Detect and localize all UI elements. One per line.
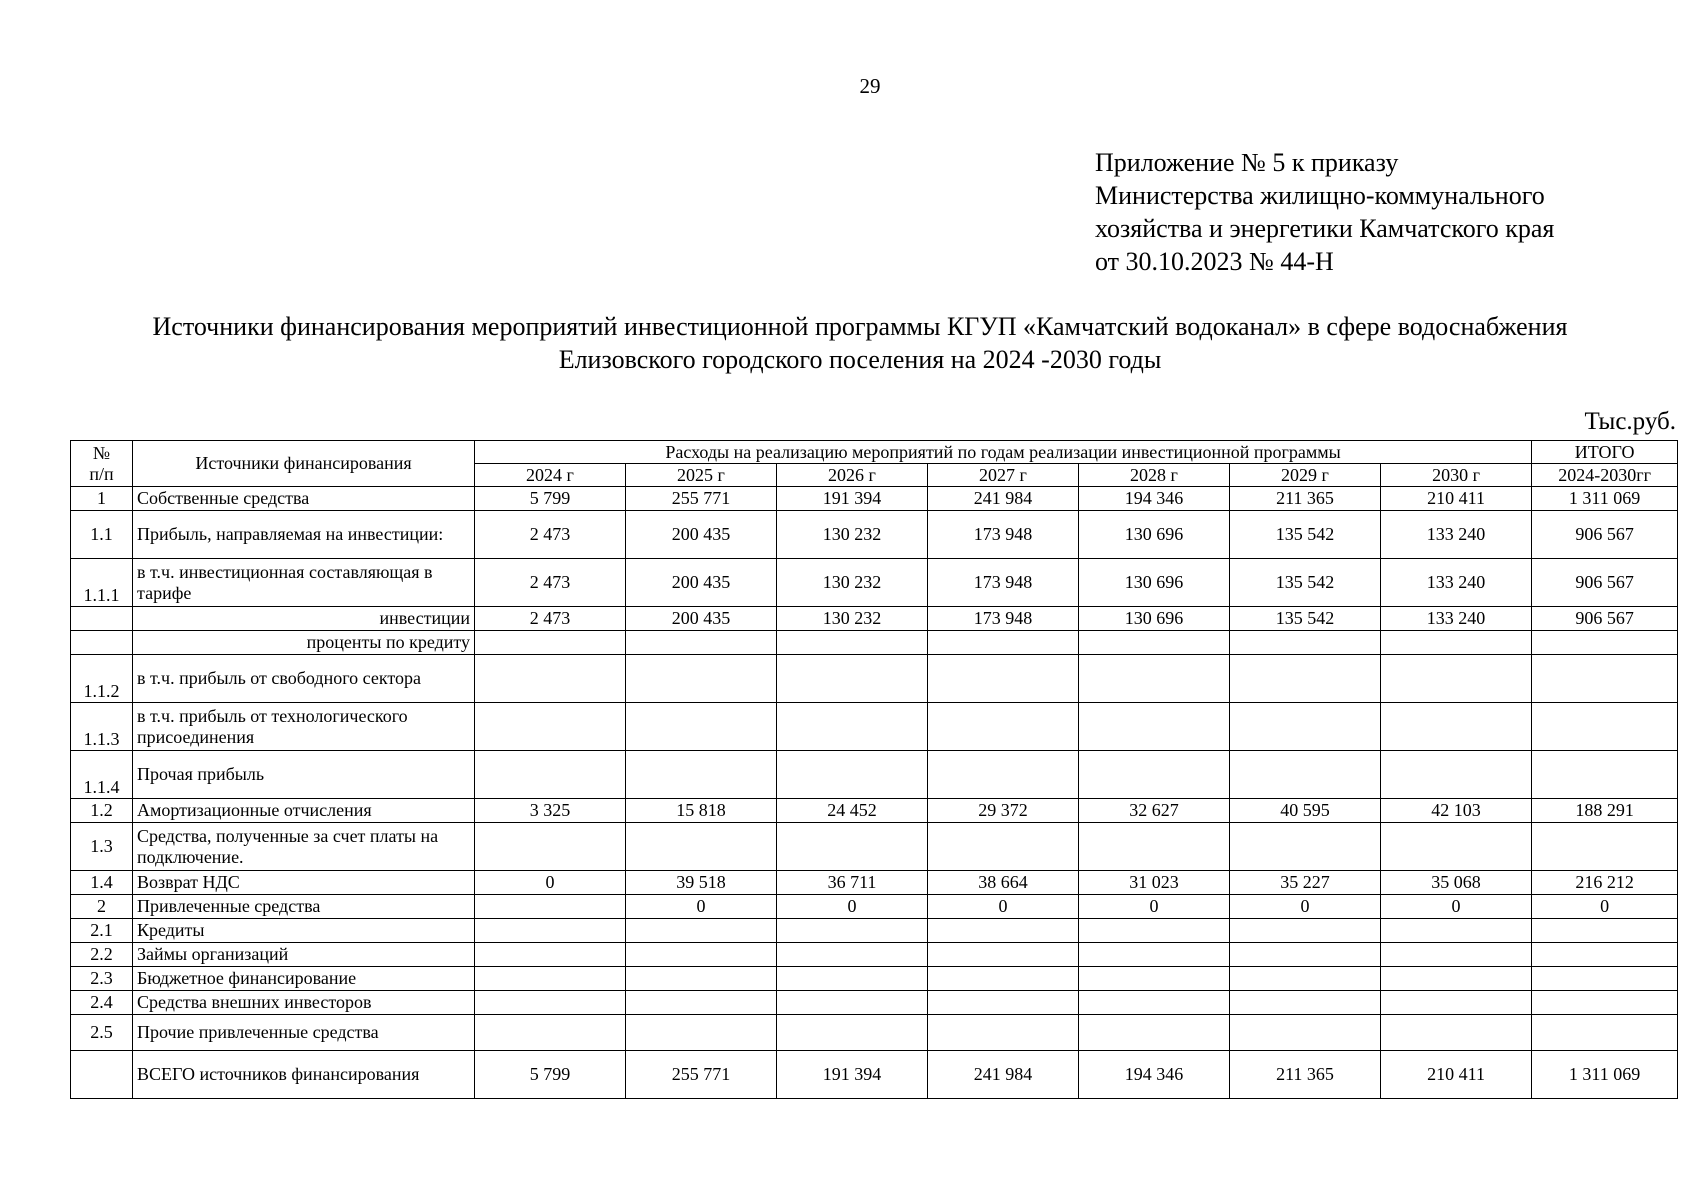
row-value: 0: [928, 895, 1079, 919]
header-num-line: №: [92, 442, 111, 463]
row-source: в т.ч. инвестиционная составляющая в тарифе: [133, 559, 475, 607]
row-value: 210 411: [1381, 1051, 1532, 1099]
table-row: [71, 991, 1678, 1015]
row-value: [1230, 823, 1381, 871]
row-num: 2.5: [71, 1015, 133, 1051]
row-value: [1079, 919, 1230, 943]
row-value: 255 771: [626, 1051, 777, 1099]
row-value: [928, 823, 1079, 871]
row-value: 133 240: [1381, 607, 1532, 631]
row-value: [1230, 919, 1381, 943]
row-value: [1079, 655, 1230, 703]
row-source: Собственные средства: [133, 487, 475, 511]
row-value: [777, 943, 928, 967]
header-num-line: п/п: [89, 463, 114, 484]
table-row: [71, 631, 1678, 655]
row-value: [928, 943, 1079, 967]
row-value: [475, 1015, 626, 1051]
row-source: проценты по кредиту: [133, 631, 475, 655]
table-row: [71, 607, 1678, 631]
row-source: Средства, полученные за счет платы на подключение.: [133, 823, 475, 871]
units-label: Тыс.руб.: [1584, 408, 1676, 435]
row-total: [1532, 823, 1678, 871]
title-line: Елизовского городского поселения на 2024 -2030 годы: [558, 345, 1162, 374]
table-row: [71, 655, 1678, 703]
header-year: 2028 г: [1079, 464, 1230, 487]
row-value: 200 435: [626, 607, 777, 631]
row-value: 29 372: [928, 799, 1079, 823]
title-line: Источники финансирования мероприятий инвестиционной программы КГУП «Камчатский водоканал» в сфере водоснабжения: [152, 312, 1568, 341]
row-value: [1079, 751, 1230, 799]
row-value: 173 948: [928, 511, 1079, 559]
table-row: [71, 871, 1678, 895]
row-total: [1532, 751, 1678, 799]
header-year: 2026 г: [777, 464, 928, 487]
table-row: [71, 823, 1678, 871]
row-num: 1.1.4: [71, 751, 133, 799]
row-value: [1381, 919, 1532, 943]
row-value: [1230, 751, 1381, 799]
row-value: [475, 703, 626, 751]
row-value: [1381, 751, 1532, 799]
row-total: [1532, 631, 1678, 655]
row-num: 2.1: [71, 919, 133, 943]
row-value: 15 818: [626, 799, 777, 823]
row-value: 191 394: [777, 1051, 928, 1099]
row-value: [626, 655, 777, 703]
table-row-total: [71, 1051, 1678, 1099]
row-source: Кредиты: [133, 919, 475, 943]
row-value: [777, 703, 928, 751]
row-value: 0: [1230, 895, 1381, 919]
table-row: [71, 511, 1678, 559]
row-value: 0: [475, 871, 626, 895]
row-value: [475, 991, 626, 1015]
row-value: [626, 823, 777, 871]
row-value: [1230, 1015, 1381, 1051]
table-row: [71, 967, 1678, 991]
row-total: 0: [1532, 895, 1678, 919]
row-value: 211 365: [1230, 1051, 1381, 1099]
row-value: 194 346: [1079, 487, 1230, 511]
row-value: [626, 943, 777, 967]
row-value: [777, 919, 928, 943]
row-source: Амортизационные отчисления: [133, 799, 475, 823]
header-year: 2027 г: [928, 464, 1079, 487]
appendix-header: [1095, 146, 1554, 278]
row-total: 1 311 069: [1532, 487, 1678, 511]
row-total: 906 567: [1532, 559, 1678, 607]
row-value: [1079, 703, 1230, 751]
row-num: 1: [71, 487, 133, 511]
table-row: [71, 919, 1678, 943]
row-value: [475, 751, 626, 799]
row-value: 241 984: [928, 1051, 1079, 1099]
row-value: 2 473: [475, 511, 626, 559]
row-value: [1230, 631, 1381, 655]
row-value: 133 240: [1381, 511, 1532, 559]
row-value: 135 542: [1230, 511, 1381, 559]
row-value: 135 542: [1230, 607, 1381, 631]
row-value: [928, 991, 1079, 1015]
row-value: 0: [1381, 895, 1532, 919]
row-source: в т.ч. прибыль от свободного сектора: [133, 655, 475, 703]
row-total: [1532, 943, 1678, 967]
row-num: [71, 607, 133, 631]
row-num: [71, 631, 133, 655]
row-value: 38 664: [928, 871, 1079, 895]
row-value: [475, 943, 626, 967]
row-value: 3 325: [475, 799, 626, 823]
row-value: [928, 751, 1079, 799]
row-value: [1381, 655, 1532, 703]
row-value: [1079, 1015, 1230, 1051]
appendix-line: хозяйства и энергетики Камчатского края: [1095, 214, 1555, 243]
row-value: 2 473: [475, 559, 626, 607]
row-num: [71, 1051, 133, 1099]
row-source: Бюджетное финансирование: [133, 967, 475, 991]
row-total: [1532, 967, 1678, 991]
table-row: [71, 751, 1678, 799]
row-value: 42 103: [1381, 799, 1532, 823]
row-num: 2.3: [71, 967, 133, 991]
appendix-line: Приложение № 5 к приказу: [1095, 148, 1399, 177]
header-year: 2029 г: [1230, 464, 1381, 487]
row-value: [1381, 991, 1532, 1015]
row-value: [1230, 967, 1381, 991]
row-value: [626, 631, 777, 655]
row-value: 5 799: [475, 487, 626, 511]
row-source: в т.ч. прибыль от технологического присоединения: [133, 703, 475, 751]
row-value: [475, 655, 626, 703]
row-value: [1381, 631, 1532, 655]
table-row: [71, 1015, 1678, 1051]
row-source: Средства внешних инвесторов: [133, 991, 475, 1015]
table-row: [71, 703, 1678, 751]
row-source: Прочие привлеченные средства: [133, 1015, 475, 1051]
row-value: [777, 991, 928, 1015]
row-value: [928, 1015, 1079, 1051]
row-value: [626, 751, 777, 799]
row-value: 211 365: [1230, 487, 1381, 511]
row-value: 35 227: [1230, 871, 1381, 895]
page-number: 29: [859, 74, 881, 98]
row-total: 188 291: [1532, 799, 1678, 823]
row-value: [928, 967, 1079, 991]
row-value: 173 948: [928, 607, 1079, 631]
row-value: [475, 823, 626, 871]
financing-table: [70, 440, 1678, 1099]
row-num: 2.2: [71, 943, 133, 967]
table-row: [71, 799, 1678, 823]
row-value: [1079, 823, 1230, 871]
appendix-line: от 30.10.2023 № 44-Н: [1095, 247, 1334, 276]
appendix-line: Министерства жилищно-коммунального: [1095, 181, 1545, 210]
row-value: [626, 919, 777, 943]
row-num: 2.4: [71, 991, 133, 1015]
row-value: [1381, 1015, 1532, 1051]
row-total: 216 212: [1532, 871, 1678, 895]
row-value: 130 696: [1079, 607, 1230, 631]
row-total: [1532, 1015, 1678, 1051]
row-value: [475, 967, 626, 991]
row-total: 906 567: [1532, 607, 1678, 631]
row-source: Возврат НДС: [133, 871, 475, 895]
table-row: [71, 487, 1678, 511]
row-value: 130 232: [777, 511, 928, 559]
header-num: [71, 441, 133, 487]
row-value: [475, 631, 626, 655]
row-total: [1532, 991, 1678, 1015]
row-value: [626, 967, 777, 991]
row-value: 0: [777, 895, 928, 919]
row-value: 35 068: [1381, 871, 1532, 895]
row-value: 130 232: [777, 607, 928, 631]
row-value: 210 411: [1381, 487, 1532, 511]
row-value: 133 240: [1381, 559, 1532, 607]
row-value: [626, 991, 777, 1015]
row-value: [626, 703, 777, 751]
header-year: 2025 г: [626, 464, 777, 487]
row-value: 130 696: [1079, 511, 1230, 559]
row-source: ВСЕГО источников финансирования: [133, 1051, 475, 1099]
row-source: Прочая прибыль: [133, 751, 475, 799]
row-value: [1230, 655, 1381, 703]
row-value: 200 435: [626, 511, 777, 559]
row-source: Привлеченные средства: [133, 895, 475, 919]
row-value: [1381, 967, 1532, 991]
row-value: [928, 655, 1079, 703]
row-value: 173 948: [928, 559, 1079, 607]
row-value: 24 452: [777, 799, 928, 823]
row-source: Прибыль, направляемая на инвестиции:: [133, 511, 475, 559]
row-value: 194 346: [1079, 1051, 1230, 1099]
row-total: [1532, 703, 1678, 751]
row-source: инвестиции: [133, 607, 475, 631]
row-value: [1079, 631, 1230, 655]
row-value: [928, 703, 1079, 751]
row-value: 200 435: [626, 559, 777, 607]
row-value: 5 799: [475, 1051, 626, 1099]
row-value: [777, 1015, 928, 1051]
row-value: [1230, 991, 1381, 1015]
row-source: Займы организаций: [133, 943, 475, 967]
row-value: [1381, 943, 1532, 967]
header-total-range: 2024-2030гг: [1532, 464, 1678, 487]
header-expenses-group: Расходы на реализацию мероприятий по годам реализации инвестиционной программы: [475, 441, 1532, 464]
row-value: 130 232: [777, 559, 928, 607]
row-value: 0: [626, 895, 777, 919]
table-row: [71, 943, 1678, 967]
row-value: 0: [1079, 895, 1230, 919]
row-num: 1.3: [71, 823, 133, 871]
row-value: 135 542: [1230, 559, 1381, 607]
row-value: [1381, 703, 1532, 751]
header-source: Источники финансирования: [133, 441, 475, 487]
row-value: [777, 631, 928, 655]
row-value: 130 696: [1079, 559, 1230, 607]
row-value: 40 595: [1230, 799, 1381, 823]
row-num: 1.1: [71, 511, 133, 559]
row-value: [777, 823, 928, 871]
row-value: [1079, 943, 1230, 967]
row-value: 36 711: [777, 871, 928, 895]
row-total: 906 567: [1532, 511, 1678, 559]
row-num: 1.1.2: [71, 655, 133, 703]
row-value: [1381, 823, 1532, 871]
row-value: [626, 1015, 777, 1051]
row-num: 2: [71, 895, 133, 919]
row-value: [475, 895, 626, 919]
row-num: 1.2: [71, 799, 133, 823]
row-num: 1.4: [71, 871, 133, 895]
row-value: [1230, 703, 1381, 751]
row-value: 39 518: [626, 871, 777, 895]
row-value: 31 023: [1079, 871, 1230, 895]
table-row: [71, 559, 1678, 607]
row-value: [1230, 943, 1381, 967]
row-value: [1079, 991, 1230, 1015]
row-num: 1.1.3: [71, 703, 133, 751]
header-total: ИТОГО: [1532, 441, 1678, 464]
document-title: [70, 310, 1650, 376]
row-value: [777, 751, 928, 799]
row-value: 191 394: [777, 487, 928, 511]
row-total: [1532, 919, 1678, 943]
row-value: [475, 919, 626, 943]
table-row: [71, 895, 1678, 919]
row-total: 1 311 069: [1532, 1051, 1678, 1099]
header-year: 2030 г: [1381, 464, 1532, 487]
row-num: 1.1.1: [71, 559, 133, 607]
row-value: 255 771: [626, 487, 777, 511]
row-value: [928, 919, 1079, 943]
row-value: [777, 967, 928, 991]
row-value: 241 984: [928, 487, 1079, 511]
row-value: 2 473: [475, 607, 626, 631]
row-value: [928, 631, 1079, 655]
row-value: [777, 655, 928, 703]
row-value: 32 627: [1079, 799, 1230, 823]
header-year: 2024 г: [475, 464, 626, 487]
row-value: [1079, 967, 1230, 991]
row-total: [1532, 655, 1678, 703]
